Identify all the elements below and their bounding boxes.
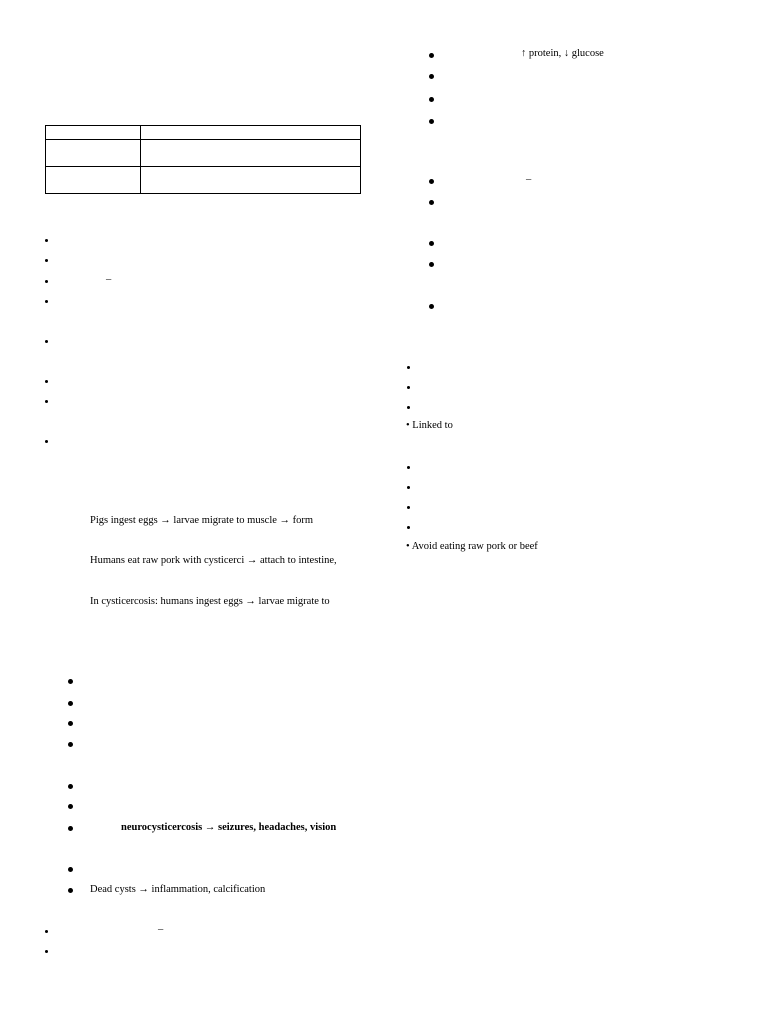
bullet [407,486,410,489]
dash-text: – [526,174,532,185]
table-cell [46,140,141,167]
bullet [45,239,48,242]
table-cell [141,167,361,194]
bullet [45,380,48,383]
table-cell [141,126,361,140]
csf-findings-text: ↑ protein, ↓ glucose [521,48,604,59]
bullet [45,930,48,933]
bullet [68,742,73,747]
bullet [45,440,48,443]
bullet [45,300,48,303]
lifecycle-line: Pigs ingest eggs → larvae migrate to muscle → form [90,515,314,526]
bullet [407,526,410,529]
bullet [407,386,410,389]
bullet [68,888,73,893]
bullet [45,950,48,953]
table-row [46,140,361,167]
table-cell [141,140,361,167]
bullet [68,804,73,809]
bullet [407,406,410,409]
bullet [45,400,48,403]
bullet [429,119,434,124]
bullet [45,280,48,283]
bullet [429,97,434,102]
bullet [68,679,73,684]
bullet [45,259,48,262]
bullet [429,179,434,184]
bullet [68,721,73,726]
bullet [407,506,410,509]
bullet [407,366,410,369]
table-row [46,126,361,140]
dash-text: – [106,274,112,285]
bullet [68,826,73,831]
linked-to-text: • Linked to [406,420,453,431]
table-row [46,167,361,194]
bullet [68,867,73,872]
neuro-symptoms: seizures, headaches, vision [218,822,337,833]
neuro-term: neurocysticercosis [121,822,203,833]
neuro-line [121,823,336,834]
bullet [429,304,434,309]
bullet [68,701,73,706]
info-table [45,125,361,194]
lifecycle-line: In cysticercosis: humans ingest eggs → larvae migrate to [90,596,330,607]
table-cell [46,167,141,194]
bullet [407,466,410,469]
table-cell [46,126,141,140]
bullet [429,200,434,205]
lifecycle-line: Humans eat raw pork with cysticerci → attach to intestine, [90,555,337,566]
bullet [429,241,434,246]
prevention-text: • Avoid eating raw pork or beef [406,541,538,552]
bullet [429,74,434,79]
bullet [429,262,434,267]
neuro-arrow: → [202,822,219,833]
bullet [45,340,48,343]
bullet [68,784,73,789]
bullet [429,53,434,58]
dash-text: – [158,924,164,935]
dead-cysts-text: Dead cysts → inflammation, calcification [90,884,266,895]
